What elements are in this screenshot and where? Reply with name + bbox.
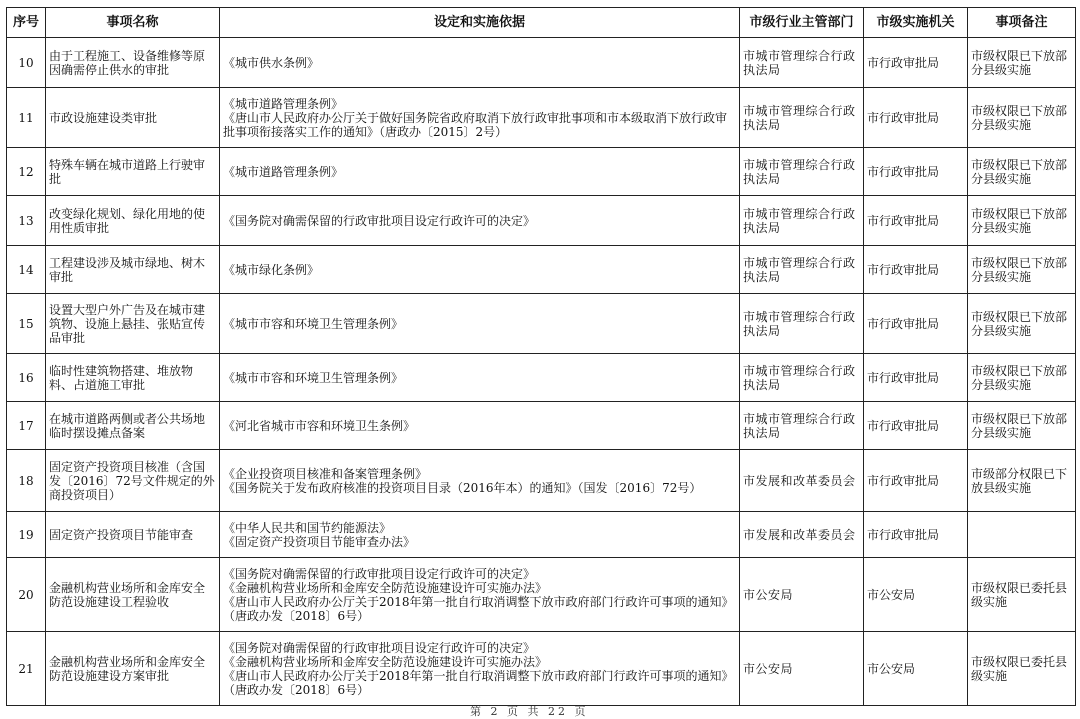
table-row xyxy=(7,88,1076,148)
row-impl-agency: 市行政审批局 xyxy=(864,196,968,246)
row-basis xyxy=(220,450,740,512)
basis-line: 《金融机构营业场所和金库安全防范设施建设许可实施办法》 xyxy=(223,654,548,669)
row-impl-agency: 市行政审批局 xyxy=(864,450,968,512)
header-seq: 序号 xyxy=(7,8,46,38)
row-item-name: 特殊车辆在城市道路上行驶审批 xyxy=(46,148,220,196)
row-dept: 市城市管理综合行政执法局 xyxy=(740,354,864,402)
row-basis xyxy=(220,402,740,450)
basis-line: 《中华人民共和国节约能源法》 xyxy=(223,520,392,535)
basis-line: 《国务院对确需保留的行政审批项目设定行政许可的决定》 xyxy=(223,566,536,581)
row-remark xyxy=(968,512,1076,558)
row-remark: 市级权限已下放部分县级实施 xyxy=(968,246,1076,294)
table-row xyxy=(7,450,1076,512)
table-row xyxy=(7,38,1076,88)
row-seq: 20 xyxy=(7,558,46,632)
row-basis xyxy=(220,512,740,558)
basis-line: 《唐山市人民政府办公厅关于做好国务院省政府取消下放行政审批事项和市本级取消下放行政审批事项衔接落实工作的通知》（唐政办〔2015〕2号） xyxy=(223,110,728,139)
row-item-name: 金融机构营业场所和金库安全防范设施建设工程验收 xyxy=(46,558,220,632)
table-row xyxy=(7,558,1076,632)
basis-line: 《固定资产投资项目节能审查办法》 xyxy=(223,534,416,549)
basis-line: 《国务院关于发布政府核准的投资项目目录（2016年本）的通知》（国发〔2016〕72号） xyxy=(223,480,702,495)
page-footer: 第 2 页 共 22 页 xyxy=(470,705,589,718)
row-item-name: 固定资产投资项目核准（含国发〔2016〕72号文件规定的外商投资项目） xyxy=(46,450,220,512)
basis-line: 《企业投资项目核准和备案管理条例》 xyxy=(223,466,428,481)
row-remark: 市级权限已委托县级实施 xyxy=(968,632,1076,706)
header-dept: 市级行业主管部门 xyxy=(740,8,864,38)
row-basis xyxy=(220,38,740,88)
row-impl-agency: 市行政审批局 xyxy=(864,38,968,88)
table-row xyxy=(7,148,1076,196)
row-item-name: 固定资产投资项目节能审查 xyxy=(46,512,220,558)
basis-line: 《唐山市人民政府办公厅关于2018年第一批自行取消调整下放市政府部门行政许可事项的通知》（唐政办发〔2018〕6号） xyxy=(223,668,734,697)
header-impl-agency: 市级实施机关 xyxy=(864,8,968,38)
row-seq: 17 xyxy=(7,402,46,450)
table-row xyxy=(7,354,1076,402)
row-dept: 市发展和改革委员会 xyxy=(740,450,864,512)
header-remark: 事项备注 xyxy=(968,8,1076,38)
header-basis: 设定和实施依据 xyxy=(220,8,740,38)
row-dept: 市城市管理综合行政执法局 xyxy=(740,88,864,148)
row-seq: 19 xyxy=(7,512,46,558)
row-item-name: 金融机构营业场所和金库安全防范设施建设方案审批 xyxy=(46,632,220,706)
basis-line: 《城市供水条例》 xyxy=(223,55,320,70)
row-basis xyxy=(220,88,740,148)
basis-line: 《河北省城市市容和环境卫生条例》 xyxy=(223,418,416,433)
row-item-name: 临时性建筑物搭建、堆放物料、占道施工审批 xyxy=(46,354,220,402)
row-item-name: 工程建设涉及城市绿地、树木审批 xyxy=(46,246,220,294)
table-row xyxy=(7,196,1076,246)
header-item-name: 事项名称 xyxy=(46,8,220,38)
row-seq: 18 xyxy=(7,450,46,512)
row-basis xyxy=(220,148,740,196)
basis-line: 《城市道路管理条例》 xyxy=(223,164,344,179)
row-impl-agency: 市行政审批局 xyxy=(864,402,968,450)
row-remark: 市级权限已下放部分县级实施 xyxy=(968,148,1076,196)
row-dept: 市城市管理综合行政执法局 xyxy=(740,294,864,354)
row-remark: 市级权限已下放部分县级实施 xyxy=(968,88,1076,148)
row-basis xyxy=(220,632,740,706)
row-remark: 市级权限已下放部分县级实施 xyxy=(968,402,1076,450)
basis-line: 《唐山市人民政府办公厅关于2018年第一批自行取消调整下放市政府部门行政许可事项的通知》（唐政办发〔2018〕6号） xyxy=(223,594,734,623)
table-header-row xyxy=(7,8,1076,38)
row-seq: 12 xyxy=(7,148,46,196)
row-dept: 市城市管理综合行政执法局 xyxy=(740,196,864,246)
table-row xyxy=(7,632,1076,706)
row-basis xyxy=(220,196,740,246)
row-impl-agency: 市行政审批局 xyxy=(864,88,968,148)
row-dept: 市城市管理综合行政执法局 xyxy=(740,246,864,294)
row-seq: 13 xyxy=(7,196,46,246)
row-impl-agency: 市公安局 xyxy=(864,558,968,632)
row-basis xyxy=(220,246,740,294)
row-impl-agency: 市公安局 xyxy=(864,632,968,706)
basis-line: 《国务院对确需保留的行政审批项目设定行政许可的决定》 xyxy=(223,213,536,228)
row-remark: 市级部分权限已下放县级实施 xyxy=(968,450,1076,512)
row-seq: 10 xyxy=(7,38,46,88)
row-remark: 市级权限已下放部分县级实施 xyxy=(968,38,1076,88)
table-row xyxy=(7,294,1076,354)
basis-line: 《国务院对确需保留的行政审批项目设定行政许可的决定》 xyxy=(223,640,536,655)
table-body xyxy=(7,38,1076,706)
row-dept: 市公安局 xyxy=(740,558,864,632)
row-dept: 市城市管理综合行政执法局 xyxy=(740,38,864,88)
row-remark: 市级权限已下放部分县级实施 xyxy=(968,294,1076,354)
row-seq: 15 xyxy=(7,294,46,354)
row-seq: 21 xyxy=(7,632,46,706)
row-seq: 16 xyxy=(7,354,46,402)
basis-line: 《城市市容和环境卫生管理条例》 xyxy=(223,370,404,385)
row-item-name: 市政设施建设类审批 xyxy=(46,88,220,148)
basis-line: 《城市道路管理条例》 xyxy=(223,96,344,111)
row-remark: 市级权限已委托县级实施 xyxy=(968,558,1076,632)
table-row xyxy=(7,402,1076,450)
basis-line: 《城市市容和环境卫生管理条例》 xyxy=(223,316,404,331)
row-item-name: 由于工程施工、设备维修等原因确需停止供水的审批 xyxy=(46,38,220,88)
row-impl-agency: 市行政审批局 xyxy=(864,246,968,294)
row-seq: 14 xyxy=(7,246,46,294)
row-item-name: 改变绿化规划、绿化用地的使用性质审批 xyxy=(46,196,220,246)
table-row xyxy=(7,512,1076,558)
table-row xyxy=(7,246,1076,294)
row-remark: 市级权限已下放部分县级实施 xyxy=(968,196,1076,246)
row-seq: 11 xyxy=(7,88,46,148)
basis-line: 《金融机构营业场所和金库安全防范设施建设许可实施办法》 xyxy=(223,580,548,595)
row-item-name: 在城市道路两侧或者公共场地临时摆设摊点备案 xyxy=(46,402,220,450)
row-basis xyxy=(220,354,740,402)
row-dept: 市发展和改革委员会 xyxy=(740,512,864,558)
row-basis xyxy=(220,558,740,632)
row-dept: 市城市管理综合行政执法局 xyxy=(740,148,864,196)
approval-items-table xyxy=(6,7,1076,706)
row-impl-agency: 市行政审批局 xyxy=(864,148,968,196)
row-impl-agency: 市行政审批局 xyxy=(864,354,968,402)
row-remark: 市级权限已下放部分县级实施 xyxy=(968,354,1076,402)
basis-line: 《城市绿化条例》 xyxy=(223,262,320,277)
row-impl-agency: 市行政审批局 xyxy=(864,512,968,558)
row-dept: 市城市管理综合行政执法局 xyxy=(740,402,864,450)
row-impl-agency: 市行政审批局 xyxy=(864,294,968,354)
row-item-name: 设置大型户外广告及在城市建筑物、设施上悬挂、张贴宣传品审批 xyxy=(46,294,220,354)
row-basis xyxy=(220,294,740,354)
row-dept: 市公安局 xyxy=(740,632,864,706)
